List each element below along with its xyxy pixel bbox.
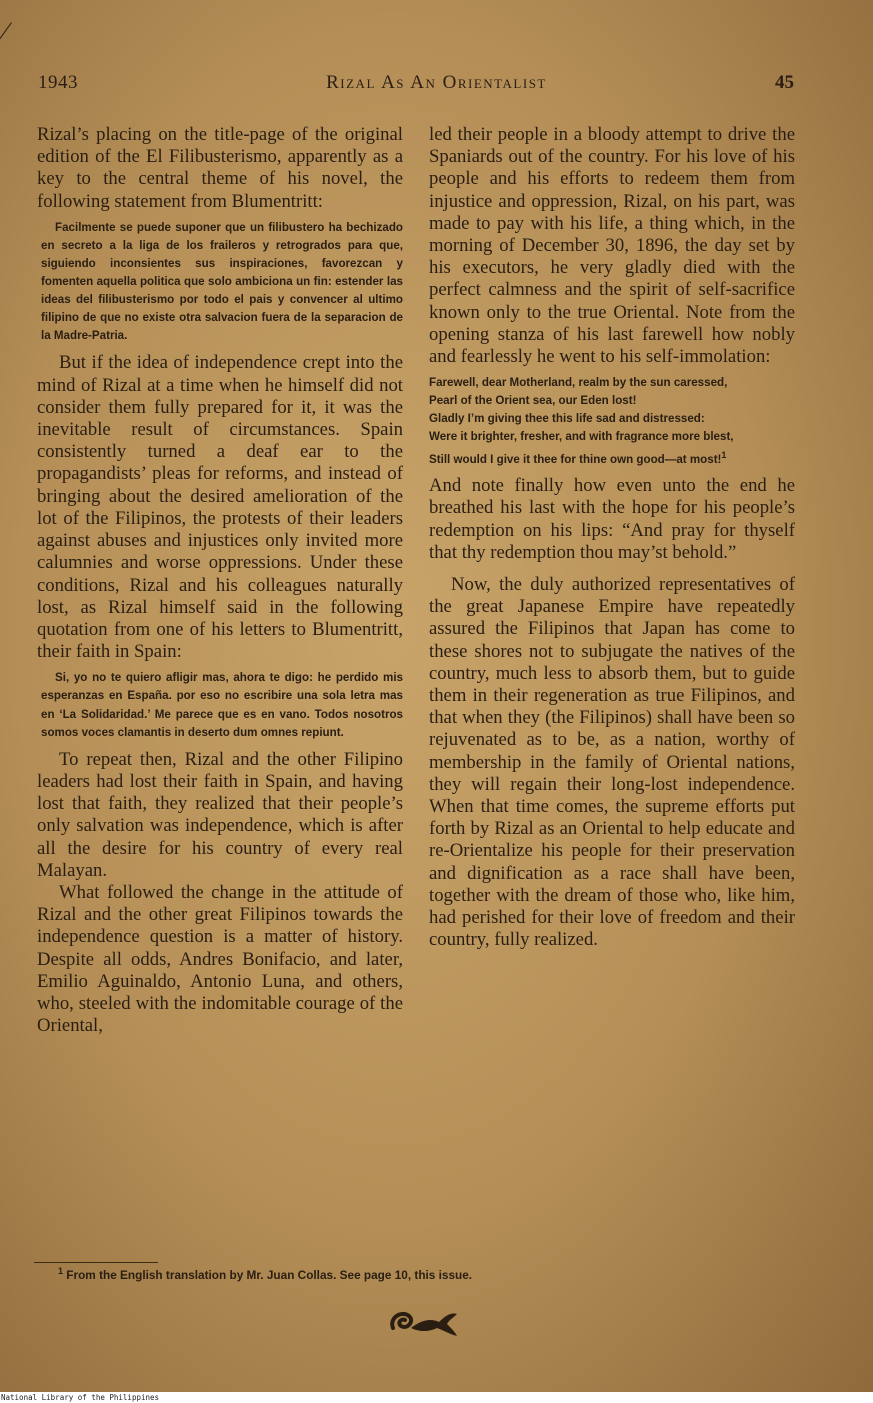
footnote-marker: 1 [721, 450, 727, 461]
verse-line-text: Still would I give it thee for thine own good—at most! [429, 453, 722, 467]
left-column [37, 124, 403, 1037]
paragraph: Now, the duly authorized representatives of the great Japanese Empire have repeatedly assured the Filipinos that Japan has come to these shores not to subjugate the natives of the country, much less to absorb them, but to guide them in their regeneration as true Filipinos, and that when they (the Filipinos) shall have been so rejuvenated as to be, as a nation, worthy of membership in the family of Oriental nations, they will regain their long-lost independence. When that time comes, the supreme efforts put forth by Rizal as an Oriental to help educate and re-Orientalize his people for their preservation and dignification as a race shall have been, together with the dream of those who, like him, had perished for their love of freedom and their country, fully realized. [429, 573, 795, 951]
paragraph: To repeat then, Rizal and the other Filipino leaders had lost their faith in Spain, and having lost that faith, they realized that their people’s only salvation was independence, which is after all the desire for his country of every real Malayan. [37, 748, 403, 881]
paragraph: Rizal’s placing on the title-page of the original edition of the El Filibusterismo, apparently as a key to the central theme of his novel, the following statement from Blumentritt: [37, 124, 403, 212]
footnote [58, 1266, 472, 1282]
running-title: Rizal As An Orientalist [326, 72, 547, 93]
verse-line: Farewell, dear Motherland, realm by the sun caressed, [429, 376, 728, 390]
verse-line [429, 446, 795, 469]
paragraph: And note finally how even unto the end he breathed his last with the hope for his people’s redemption on his lips: “And pray for thyself that thy redemption thou may’st behold.” [429, 475, 795, 563]
ornament-icon [387, 1306, 461, 1340]
block-quote-spanish: Facilmente se puede suponer que un filibustero ha bechizado en secreto a la liga de los fraileros y retrogrados para que, siguiendo inconsientes sus inspiraciones, favorezcan y fomenten aquella politica que solo ambiciona un fin: estender las ideas del filibusterismo por todo el pais y convencer al ultimo filipino de que no existe otra salvacion fuera de la separacion de la Madre-Patria. [41, 220, 403, 343]
header-year: 1943 [38, 72, 78, 93]
footnote-rule [34, 1262, 158, 1263]
paragraph: What followed the change in the attitude of Rizal and the other great Filipinos towards the independence question is a matter of history. Despite all odds, Andres Bonifacio, and later, Emilio Aguinaldo, Antonio Luna, and others, who, steeled with the indomitable courage of the Oriental, [37, 881, 403, 1037]
corner-mark: ⁄ [2, 16, 8, 49]
paragraph: But if the idea of independence crept into the mind of Rizal at a time when he himself did not consider them fully prepared for it, it was the inevitable result of circumstances. Spain consistently turned a deaf ear to the propagandists’ pleas for reforms, and instead of bringing about the desired amelioration of the lot of the Filipinos, the protests of their leaders against abuses and injustices only invited more calumnies and worse oppressions. Under these conditions, Rizal and his colleagues naturally lost, as Rizal himself said in the following quotation from one of his letters to Blumentritt, their faith in Spain: [37, 352, 403, 663]
paragraph: led their people in a bloody attempt to drive the Spaniards out of the country. For his love of his people and his efforts to redeem them from injustice and oppression, Rizal, on his part, was made to pay with his life, a thing which, in the morning of December 30, 1896, the day set by his executors, he very gladly died with the perfect calmness and the spirit of self-sacrifice known only to the true Oriental. Note from the opening stanza of his last farewell how nobly and fearlessly he went to his self-immolation: [429, 124, 795, 368]
block-quote-letter: Si, yo no te quiero afligir mas, ahora te digo: he perdido mis esperanzas en España. por eso no escribire una sola letra mas en ‘La Solidaridad.’ Me parece que es en vano. Todos nosotros somos voces clamantis in deserto dum omnes repiunt. [41, 671, 403, 739]
page-number: 45 [775, 72, 794, 93]
verse-line: Pearl of the Orient sea, our Eden lost! [429, 394, 637, 408]
verse-line: Gladly I’m giving thee this life sad and distressed: [429, 412, 705, 426]
library-credit: National Library of the Philippines [1, 1393, 160, 1402]
footnote-text: From the English translation by Mr. Juan Collas. See page 10, this issue. [66, 1267, 473, 1282]
footnote-mark: 1 [58, 1266, 64, 1276]
right-column [429, 124, 795, 951]
verse-line: Were it brighter, fresher, and with fragrance more blest, [429, 430, 734, 444]
verse-stanza [429, 374, 795, 469]
